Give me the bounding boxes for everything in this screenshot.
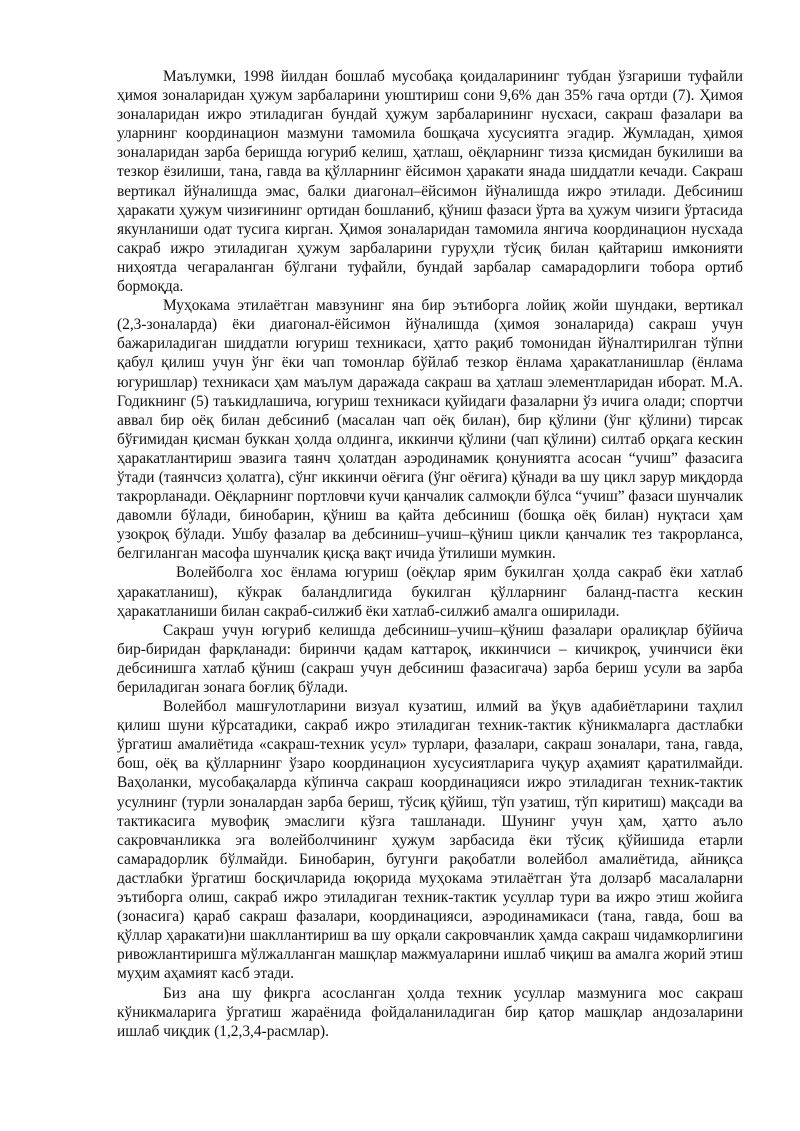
paragraph-side-running: Волейболга хос ёнлама югуриш (оёқлар ярим букилган ҳолда сакраб ёки хатлаб ҳаракатланиш), кўкрак баландлигида букилган қўлларнинг баланд-пастга кескин ҳаракатланиши билан сакраб-силжиб ёки хатлаб-силжиб амалга оширилади. (117, 564, 743, 620)
paragraph-training-analysis: Волейбол машғулотларини визуал кузатиш, илмий ва ўқув адабиётларини таҳлил қилиш шуни кўрсатадики, сакраб ижро этиладиган техник-тактик кўникмаларга дастлабки ўргатиш амалиётида «сакраш-техник усул» турлари, фазалари, сакраш зоналари, тана, гавда, бош, оёқ ва қўлларнинг ўзаро координацион хусусиятларига чуқур аҳамият қаратилмайди. Ваҳоланки, мусобақаларда кўпинча сакраш координацияси ижро этиладиган техник-тактик усулнинг (турли зоналардан зарба бериш, тўсиқ қўйиш, тўп узатиш, тўп киритиш) мақсади ва тактикасига мувофиқ эмаслиги кўзга ташланади. Шунинг учун ҳам, ҳатто аъло сакровчанликка эга волейболчининг ҳужум зарбасида ёки тўсиқ қўйишида етарли самарадорлик бўлмайди. Бинобарин, бугунги рақобатли волейбол амалиётида, айниқса дастлабки ўргатиш босқичларида юқорида муҳокама этилаётган ўта долзарб масалаларни эътиборга олиш, сакраб ижро этиладиган техник-тактик усуллар тури ва ижро этиш жойига (зонасига) қараб сакраш фазалари, координацияси, аэродинамикаси (тана, гавда, бош ва қўллар ҳаракати)ни шакллантириш ва шу орқали сакровчанлик ҳамда сакраш чидамкорлигини ривожлантиришга мўлжалланган машқлар мажмуаларини ишлаб чиқиш ва амалга жорий этиш муҳим аҳамият касб этади. (117, 698, 743, 983)
paragraph-conclusion: Биз ана шу фикрга асосланган ҳолда техник усуллар мазмунига мос сакраш кўникмаларига ўргатиш жараёнида фойдаланиладиган бир қатор машқлар андозаларини ишлаб чиқдик (1,2,3,4-расмлар). (117, 984, 743, 1040)
paragraph-statistics: Маълумки, 1998 йилдан бошлаб мусобақа қоидаларининг тубдан ўзгариши туфайли ҳимоя зоналаридан ҳужум зарбаларини уюштириш сони 9,6% дан 35% гача ортди (7). Ҳимоя зоналаридан ижро этиладиган бундай ҳужум зарбаларининг нусхаси, сакраш фазалари ва уларнинг координацион мазмуни тамомила бошқача хусусиятга эгадир. Жумладан, ҳимоя зоналаридан зарба беришда югуриб келиш, ҳатлаш, оёқларнинг тизза қисмидан букилиши ва тезкор ёзилиши, тана, гавда ва қўлларнинг ёйсимон ҳаракати янада шиддатли кечади. Сакраш вертикал йўналишда эмас, балки диагонал–ёйсимон йўналишда ижро этилади. Дебсиниш ҳаракати ҳужум чизиғининг ортидан бошланиб, қўниш фазаси ўрта ва ҳужум чизиги ўртасида якунланиши одат тусига кирган. Ҳимоя зоналаридан тамомила янгича координацион нусхада сакраб ижро этиладиган ҳужум зарбаларини гуруҳли тўсиқ билан қайтариш имконияти ниҳоятда чегараланган бўлгани туфайли, бундай зарбалар самарадорлиги тобора ортиб бормоқда. (117, 68, 743, 296)
document-page (117, 67, 743, 1041)
paragraph-running-technique: Муҳокама этилаётган мавзунинг яна бир эътиборга лойиқ жойи шундаки, вертикал (2,3-зоналарда) ёки диагонал-ёйсимон йўналишда (ҳимоя зоналарида) сакраш учун бажариладиган шиддатли югуриш техникаси, ҳатто рақиб томонидан йўналтирилган тўпни қабул қилиш учун ўнг ёки чап томонлар бўйлаб тезкор ёнлама ҳаракатланишлар (ёнлама югуришлар) техникаси ҳам маълум даражада сакраш ва ҳатлаш элементларидан иборат. М.А. Годикнинг (5) таъкидлашича, югуриш техникаси қуйидаги фазаларни ўз ичига олади; спортчи аввал бир оёқ билан дебсиниб (масалан чап оёқ билан), бир қўлини (ўнг қўлини) тирсак бўғимидан қисман буккан ҳолда олдинга, иккинчи қўлини (чап қўлини) силтаб орқага кескин ҳаракатлантириш эвазига таянч ҳолатдан аэродинамик қонуниятга асосан “учиш” фазасига ўтади (таянчсиз ҳолатга), сўнг иккинчи оёғига (ўнг оёғига) қўнади ва шу цикл зарур миқдорда такрорланади. Оёқларнинг портловчи кучи қанчалик салмоқли бўлса “учиш” фазаси шунчалик давомли бўлади, бинобарин, қўниш ва қайта дебсиниш (бошқа оёқ билан) нуқтаси ҳам узоқроқ бўлади. Ушбу фазалар ва дебсиниш–учиш–қўниш цикли қанчалик тез такрорланса, белгиланган масофа шунчалик қисқа вақт ичида ўтилиши мумкин. (117, 297, 743, 563)
paragraph-approach-phases: Сакраш учун югуриб келишда дебсиниш–учиш–қўниш фазалари оралиқлар бўйича бир-биридан фарқланади: биринчи қадам каттароқ, иккинчиси – кичикроқ, учинчиси ёки дебсинишга хатлаб қўниш (сакраш учун дебсиниш фазасигача) зарба бериш усули ва зарба бериладиган зонага боғлиқ бўлади. (117, 621, 743, 696)
